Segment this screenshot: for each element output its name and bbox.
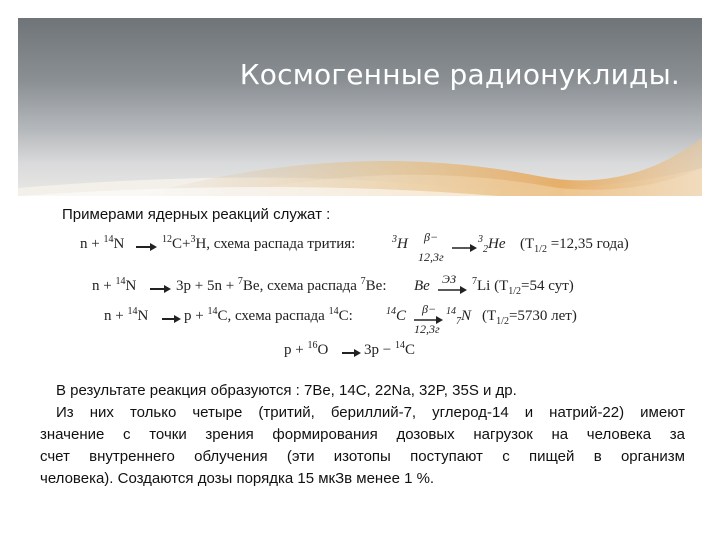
eq2-halflife-open: (T (494, 278, 509, 294)
eq1-product-c: C+ (172, 236, 191, 252)
eq3-iso2: C (396, 308, 407, 324)
eq4-c-mass: 14 (394, 340, 405, 351)
eq2-iso-mass: 7 (360, 276, 366, 287)
paragraph-dose-line-4: человека). Создаются дозы порядка 15 мкЗв менее 1 %. (40, 470, 435, 487)
eq3-lhs: n + (104, 308, 128, 324)
intro-text: Примерами ядерных реакций служат : (62, 206, 331, 223)
eq3-halflife-sub: 1/2 (496, 316, 509, 327)
eq1-halflife-sub: 1/2 (534, 244, 547, 255)
equation-row-2 (80, 272, 640, 306)
equation-row-1 (80, 230, 640, 264)
eq3-products: p + (184, 308, 208, 324)
eq3-c-mass: 14 (207, 306, 218, 317)
slide-title: Космогенные радионуклиды. (239, 58, 680, 91)
eq2-product-be: Be, схема распада (242, 278, 361, 294)
eq2-lhs: n + (92, 278, 116, 294)
paragraph-dose (40, 402, 685, 490)
eq2-arrow-icon (150, 284, 172, 294)
paragraph-products (56, 380, 676, 402)
paragraph-products-text: В результате реакция образуются : 7Be, 14C, 22Na, 32P, 35S и др. (56, 382, 517, 399)
eq1-arrow-icon (136, 242, 158, 252)
eq4-product-c: C (404, 342, 415, 358)
eq3-halflife-open: (T (482, 308, 497, 324)
eq1-iso: H (397, 236, 408, 252)
eq2-prod: Li (477, 278, 491, 294)
eq1-decay-type: β− (424, 230, 439, 244)
eq1-product-h: H, схема распада трития: (195, 236, 356, 252)
eq1-iso-mass: 3 (392, 234, 397, 245)
eq4-lhs: p + (284, 342, 308, 358)
eq3-lhs-mass: 14 (127, 306, 138, 317)
eq4-lhs-element: O (317, 342, 329, 358)
banner-decoration (18, 18, 702, 196)
title-banner (18, 18, 702, 196)
eq3-prod: N (461, 308, 472, 324)
eq1-lhs-element: N (113, 236, 125, 252)
eq1-halflife-value: =12,35 года) (546, 236, 629, 252)
eq3-arrow-icon (162, 314, 182, 324)
eq1-prod-mass: 3 (478, 234, 483, 245)
eq3-halflife-value: =5730 лет) (508, 308, 577, 324)
eq2-decay-arrow-icon (438, 285, 468, 295)
eq2-products: 3p + 5n + (176, 278, 238, 294)
eq3-lhs-element: N (137, 308, 149, 324)
eq1-h-mass: 3 (190, 234, 196, 245)
eq3-prod-mass: 14 (446, 306, 456, 317)
eq1-decay-time: 12,3г (418, 250, 444, 264)
paragraph-dose-line-1: Из них только четыре (тритий, бериллий-7, углерод-14 и натрий-22) имеют (56, 404, 685, 421)
eq2-halflife-value: =54 сут) (521, 278, 574, 294)
eq2-lhs-mass: 14 (115, 276, 126, 287)
eq1-decay-arrow-icon (452, 243, 478, 253)
equation-row-4 (80, 342, 640, 370)
eq3-iso: C: (338, 308, 353, 324)
eq3-prod-charge: 7 (456, 316, 461, 327)
eq3-decay-type: β− (422, 302, 437, 316)
eq2-decay-type: ЭЗ (442, 272, 457, 286)
eq3-iso2-mass: 14 (386, 306, 396, 317)
eq4-lhs-mass: 16 (307, 340, 318, 351)
eq2-lhs-element: N (125, 278, 137, 294)
eq2-prod-mass: 7 (472, 276, 477, 287)
eq1-c-mass: 12 (162, 234, 172, 245)
eq2-iso-italic: Be (414, 278, 430, 294)
eq1-prod: He (488, 236, 506, 252)
equation-row-3 (80, 302, 640, 336)
eq4-arrow-icon (342, 348, 362, 358)
eq1-lhs-mass: 14 (103, 234, 114, 245)
eq1-halflife-open: (T (520, 236, 535, 252)
paragraph-dose-line-2: значение с точки зрения формирования дозовых нагрузок на человека за (40, 426, 685, 443)
eq2-be-mass: 7 (237, 276, 243, 287)
eq2-iso: Be: (365, 278, 387, 294)
eq1-lhs: n + (80, 236, 104, 252)
paragraph-dose-line-3: счет внутреннего облучения (эти изотопы поступают с пищей в организм (40, 448, 685, 465)
eq3-decay-time: 12,3г (414, 322, 440, 336)
eq1-prod-charge: 2 (483, 244, 488, 255)
eq3-decay-arrow-icon (414, 315, 444, 325)
eq3-product-c: C, схема распада (217, 308, 329, 324)
eq3-iso-mass: 14 (328, 306, 339, 317)
eq2-halflife-sub: 1/2 (508, 286, 522, 297)
eq4-products: 3p − (364, 342, 395, 358)
